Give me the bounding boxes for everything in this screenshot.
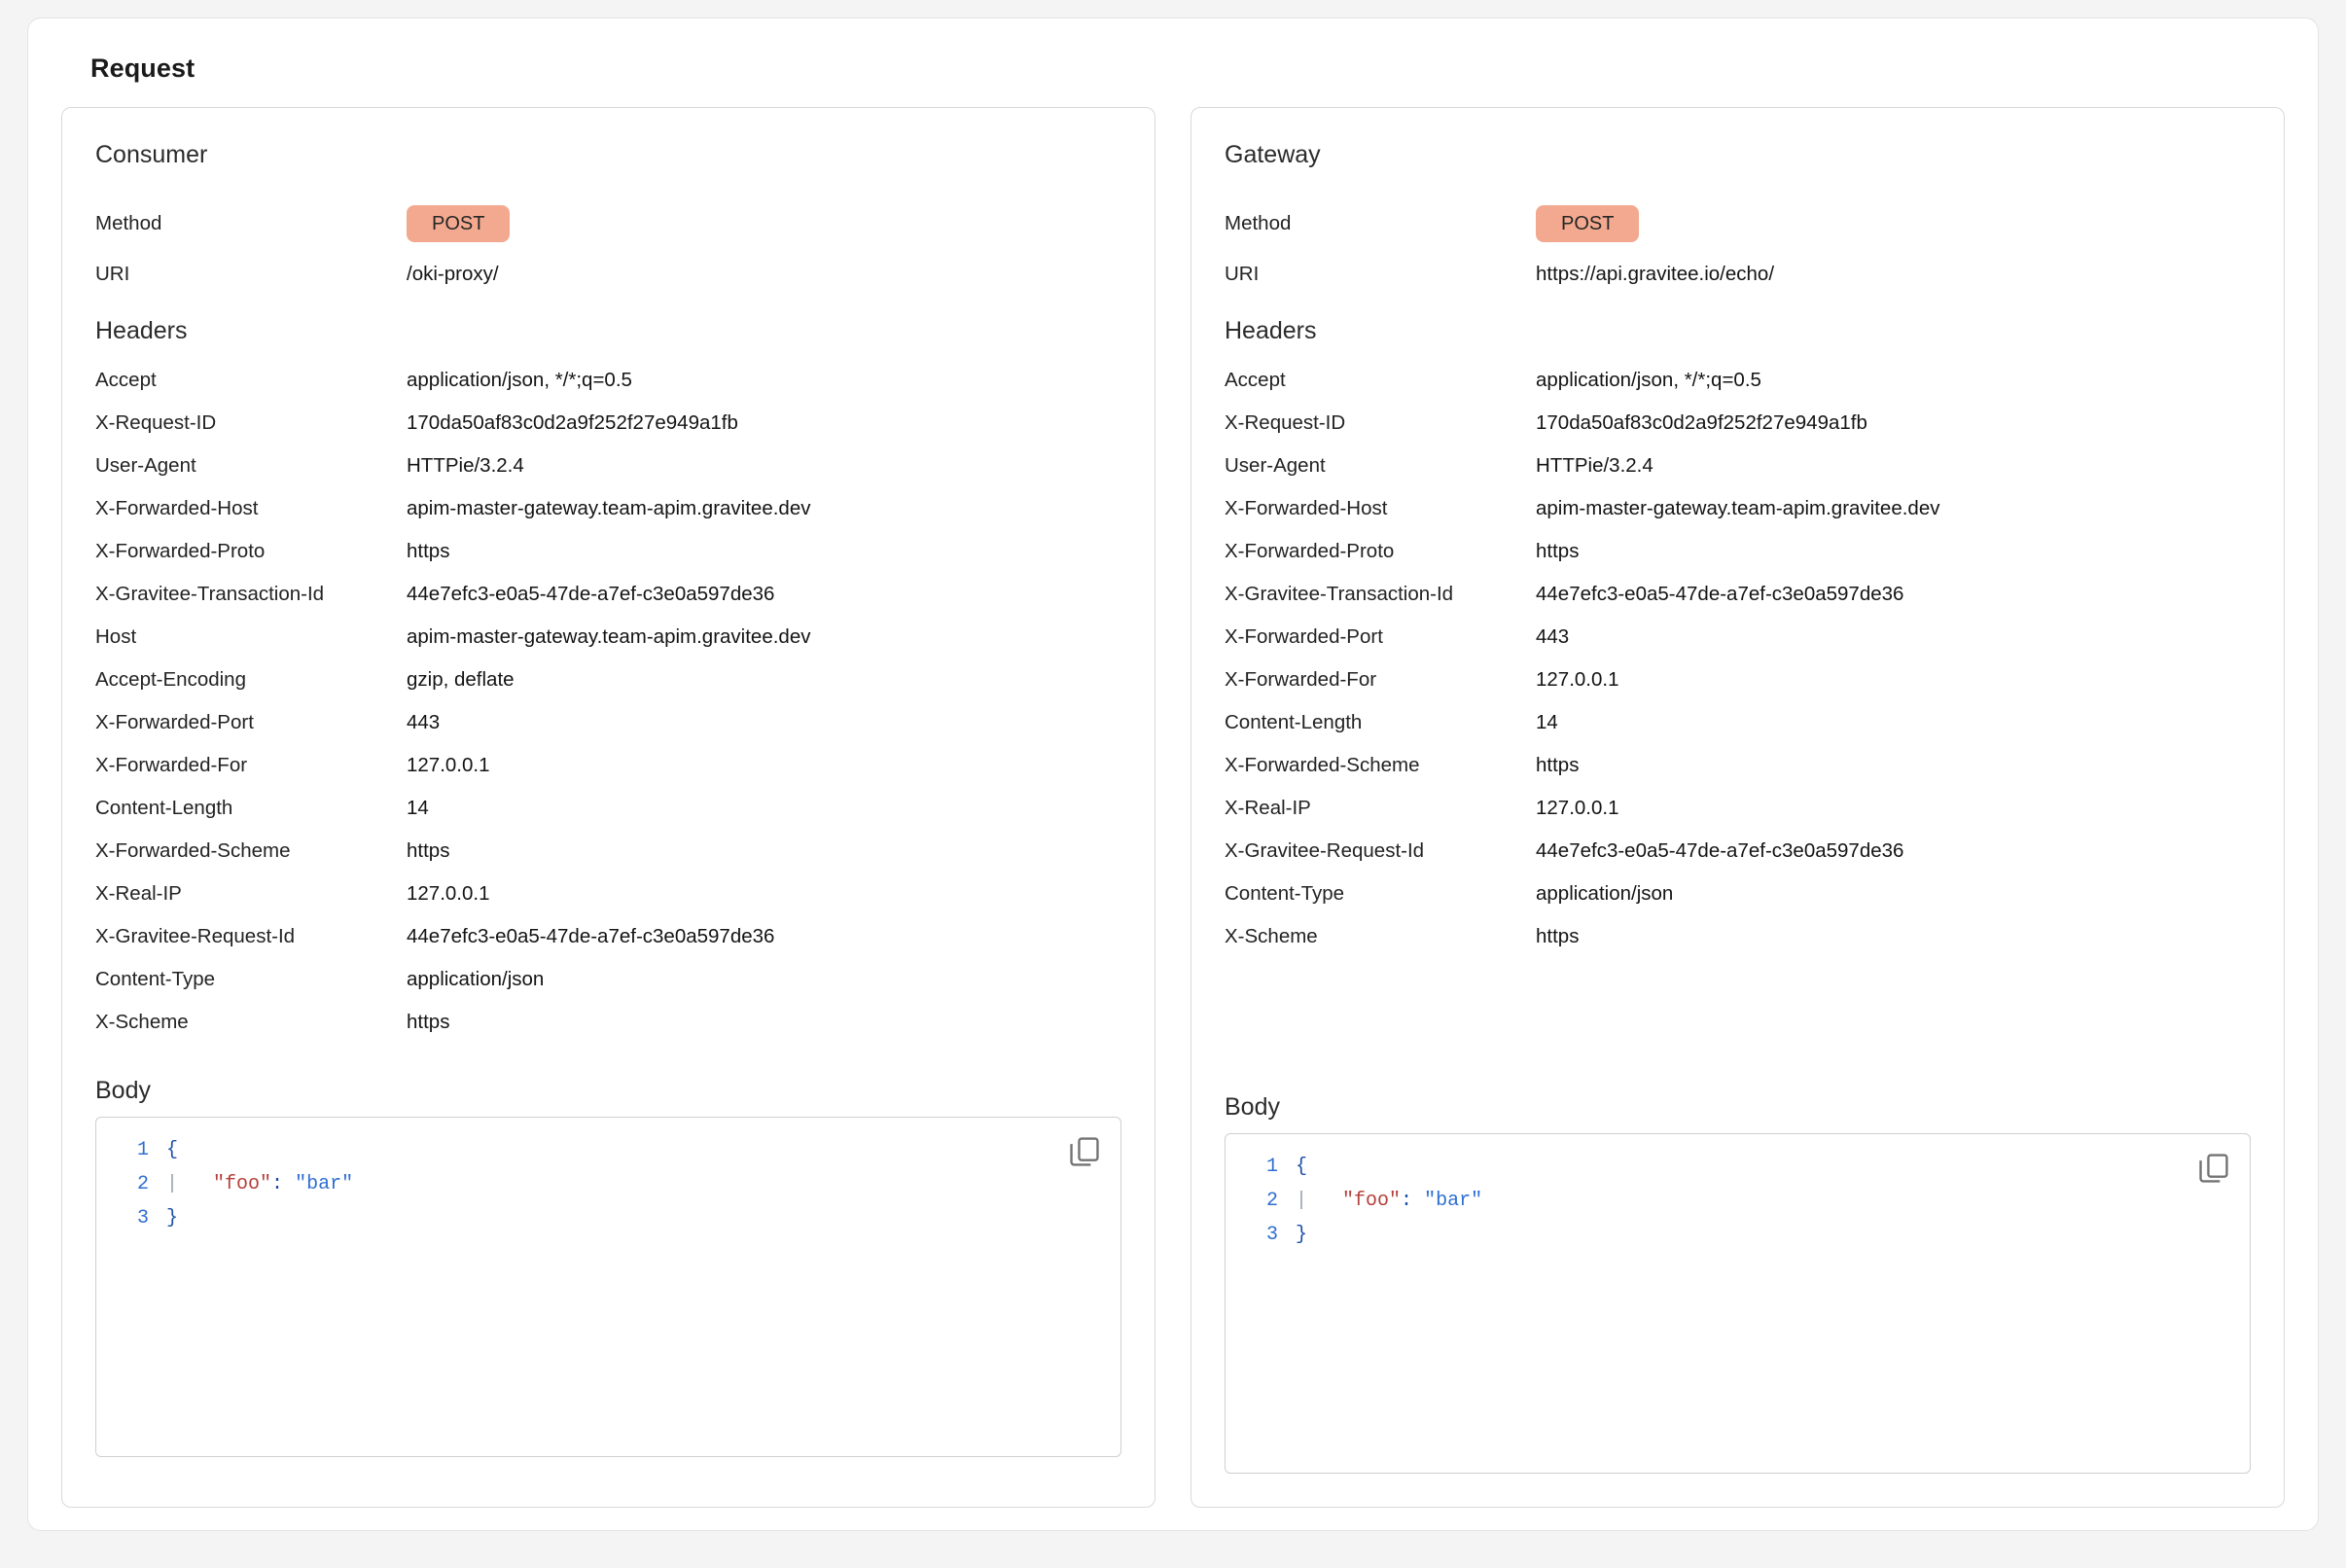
- consumer-body-code[interactable]: [95, 1117, 1121, 1457]
- header-value: HTTPie/3.2.4: [407, 454, 524, 477]
- table-row: [1225, 445, 2251, 487]
- line-number: 2: [136, 1173, 149, 1195]
- header-value: 14: [1536, 711, 1558, 733]
- code-text: }: [1296, 1224, 1308, 1246]
- header-value: 127.0.0.1: [407, 754, 490, 776]
- code-text: | "foo": "bar": [166, 1173, 354, 1195]
- table-row: [1225, 530, 2251, 573]
- header-value: 44e7efc3-e0a5-47de-a7ef-c3e0a597de36: [1536, 583, 1904, 605]
- header-key: X-Forwarded-Port: [95, 711, 254, 733]
- header-key: X-Request-ID: [95, 411, 217, 434]
- header-value: 443: [407, 711, 441, 733]
- table-row: [1225, 402, 2251, 445]
- line-number: 1: [136, 1139, 149, 1161]
- header-value: apim-master-gateway.team-apim.gravitee.dev: [1536, 497, 1940, 519]
- table-row: [1225, 359, 2251, 402]
- header-key: User-Agent: [1225, 454, 1326, 477]
- line-number: 3: [1265, 1224, 1278, 1246]
- header-key: X-Forwarded-Host: [1225, 497, 1388, 519]
- gateway-uri-row: [1225, 253, 2251, 296]
- line-number: 2: [1265, 1190, 1278, 1212]
- code-text: {: [1296, 1156, 1308, 1178]
- header-key: X-Forwarded-Proto: [1225, 540, 1395, 562]
- table-row: [1225, 701, 2251, 744]
- header-value: apim-master-gateway.team-apim.gravitee.dev: [407, 497, 811, 519]
- header-key: X-Gravitee-Request-Id: [1225, 839, 1425, 862]
- gateway-body-code[interactable]: [1225, 1133, 2251, 1474]
- table-row: [95, 744, 1121, 787]
- header-value: https: [1536, 925, 1580, 947]
- gateway-body-heading: Body: [1225, 1093, 1280, 1121]
- header-value: 44e7efc3-e0a5-47de-a7ef-c3e0a597de36: [407, 925, 775, 947]
- consumer-method-label: Method: [95, 212, 162, 234]
- gateway-method-label: Method: [1225, 212, 1292, 234]
- copy-icon[interactable]: [1066, 1133, 1103, 1170]
- table-row: [1225, 487, 2251, 530]
- header-value: apim-master-gateway.team-apim.gravitee.dev: [407, 625, 811, 648]
- gateway-uri-label: URI: [1225, 263, 1260, 285]
- line-number: 1: [1265, 1156, 1278, 1178]
- gateway-panel: [1191, 107, 2285, 1508]
- consumer-title: Consumer: [95, 141, 208, 168]
- header-value: https: [1536, 540, 1580, 562]
- code-line: [1235, 1218, 2240, 1252]
- header-value: 443: [1536, 625, 1570, 648]
- table-row: [1225, 659, 2251, 701]
- table-row: [95, 573, 1121, 616]
- header-key: Content-Length: [1225, 711, 1363, 733]
- header-key: Host: [95, 625, 137, 648]
- header-key: X-Forwarded-For: [95, 754, 248, 776]
- consumer-body-heading: Body: [95, 1077, 151, 1104]
- code-line: [1235, 1150, 2240, 1184]
- header-value: 44e7efc3-e0a5-47de-a7ef-c3e0a597de36: [407, 583, 775, 605]
- gateway-uri-value: https://api.gravitee.io/echo/: [1536, 263, 1775, 285]
- table-row: [95, 402, 1121, 445]
- table-row: [1225, 573, 2251, 616]
- header-value: 127.0.0.1: [1536, 797, 1619, 819]
- consumer-method-row: [95, 195, 1121, 253]
- consumer-method-badge: POST: [407, 205, 510, 242]
- header-key: X-Forwarded-Host: [95, 497, 259, 519]
- header-key: Content-Type: [95, 968, 216, 990]
- code-text: }: [166, 1207, 179, 1229]
- header-key: Accept: [95, 369, 157, 391]
- code-text: | "foo": "bar": [1296, 1190, 1483, 1212]
- header-key: X-Forwarded-Port: [1225, 625, 1383, 648]
- table-row: [1225, 830, 2251, 873]
- header-key: X-Real-IP: [95, 882, 182, 905]
- table-row: [95, 487, 1121, 530]
- table-row: [95, 958, 1121, 1001]
- code-line: [106, 1201, 1111, 1235]
- consumer-uri-row: [95, 253, 1121, 296]
- table-row: [95, 873, 1121, 915]
- consumer-panel: [61, 107, 1155, 1508]
- table-row: [95, 915, 1121, 958]
- header-key: Accept-Encoding: [95, 668, 246, 691]
- request-columns: [61, 107, 2285, 1508]
- header-key: X-Forwarded-Scheme: [1225, 754, 1420, 776]
- header-value: https: [407, 1011, 450, 1033]
- header-key: X-Forwarded-For: [1225, 668, 1377, 691]
- table-row: [95, 359, 1121, 402]
- gateway-spacer: [1225, 958, 2251, 1060]
- header-value: HTTPie/3.2.4: [1536, 454, 1653, 477]
- header-value: 127.0.0.1: [407, 882, 490, 905]
- header-key: X-Scheme: [1225, 925, 1318, 947]
- header-key: Accept: [1225, 369, 1286, 391]
- line-number: 3: [136, 1207, 149, 1229]
- header-key: X-Forwarded-Scheme: [95, 839, 291, 862]
- header-value: 127.0.0.1: [1536, 668, 1619, 691]
- header-value: gzip, deflate: [407, 668, 515, 691]
- header-key: User-Agent: [95, 454, 196, 477]
- gateway-headers-list: [1225, 359, 2251, 958]
- consumer-uri-value: /oki-proxy/: [407, 263, 499, 285]
- gateway-title: Gateway: [1225, 141, 1321, 168]
- header-value: https: [407, 839, 450, 862]
- header-value: 170da50af83c0d2a9f252f27e949a1fb: [1536, 411, 1867, 434]
- header-key: X-Forwarded-Proto: [95, 540, 266, 562]
- code-line: [106, 1133, 1111, 1167]
- gateway-method-badge: POST: [1536, 205, 1639, 242]
- header-value: application/json, */*;q=0.5: [407, 369, 632, 391]
- gateway-method-row: [1225, 195, 2251, 253]
- table-row: [1225, 915, 2251, 958]
- request-card: [27, 18, 2319, 1531]
- header-value: 14: [407, 797, 429, 819]
- page-title: Request: [90, 53, 196, 83]
- code-line: [106, 1167, 1111, 1201]
- table-row: [95, 1001, 1121, 1044]
- header-key: X-Gravitee-Transaction-Id: [1225, 583, 1454, 605]
- copy-icon[interactable]: [2195, 1150, 2232, 1187]
- header-key: X-Real-IP: [1225, 797, 1311, 819]
- header-key: X-Scheme: [95, 1011, 189, 1033]
- header-value: application/json: [1536, 882, 1674, 905]
- header-value: https: [407, 540, 450, 562]
- code-line: [1235, 1184, 2240, 1218]
- table-row: [95, 445, 1121, 487]
- table-row: [95, 659, 1121, 701]
- gateway-headers-heading: Headers: [1225, 317, 1317, 344]
- table-row: [1225, 616, 2251, 659]
- table-row: [95, 701, 1121, 744]
- consumer-headers-heading: Headers: [95, 317, 188, 344]
- header-key: X-Request-ID: [1225, 411, 1346, 434]
- table-row: [95, 787, 1121, 830]
- header-value: 170da50af83c0d2a9f252f27e949a1fb: [407, 411, 738, 434]
- consumer-method-value: [407, 205, 510, 242]
- table-row: [95, 616, 1121, 659]
- header-key: X-Gravitee-Request-Id: [95, 925, 296, 947]
- consumer-headers-list: [95, 359, 1121, 1044]
- consumer-uri-label: URI: [95, 263, 130, 285]
- header-value: application/json, */*;q=0.5: [1536, 369, 1761, 391]
- header-value: 44e7efc3-e0a5-47de-a7ef-c3e0a597de36: [1536, 839, 1904, 862]
- table-row: [95, 830, 1121, 873]
- header-key: Content-Length: [95, 797, 233, 819]
- header-value: application/json: [407, 968, 545, 990]
- gateway-method-value: [1536, 205, 1639, 242]
- code-text: {: [166, 1139, 179, 1161]
- table-row: [1225, 744, 2251, 787]
- table-row: [1225, 873, 2251, 915]
- table-row: [1225, 787, 2251, 830]
- table-row: [95, 530, 1121, 573]
- header-key: Content-Type: [1225, 882, 1345, 905]
- header-key: X-Gravitee-Transaction-Id: [95, 583, 325, 605]
- header-value: https: [1536, 754, 1580, 776]
